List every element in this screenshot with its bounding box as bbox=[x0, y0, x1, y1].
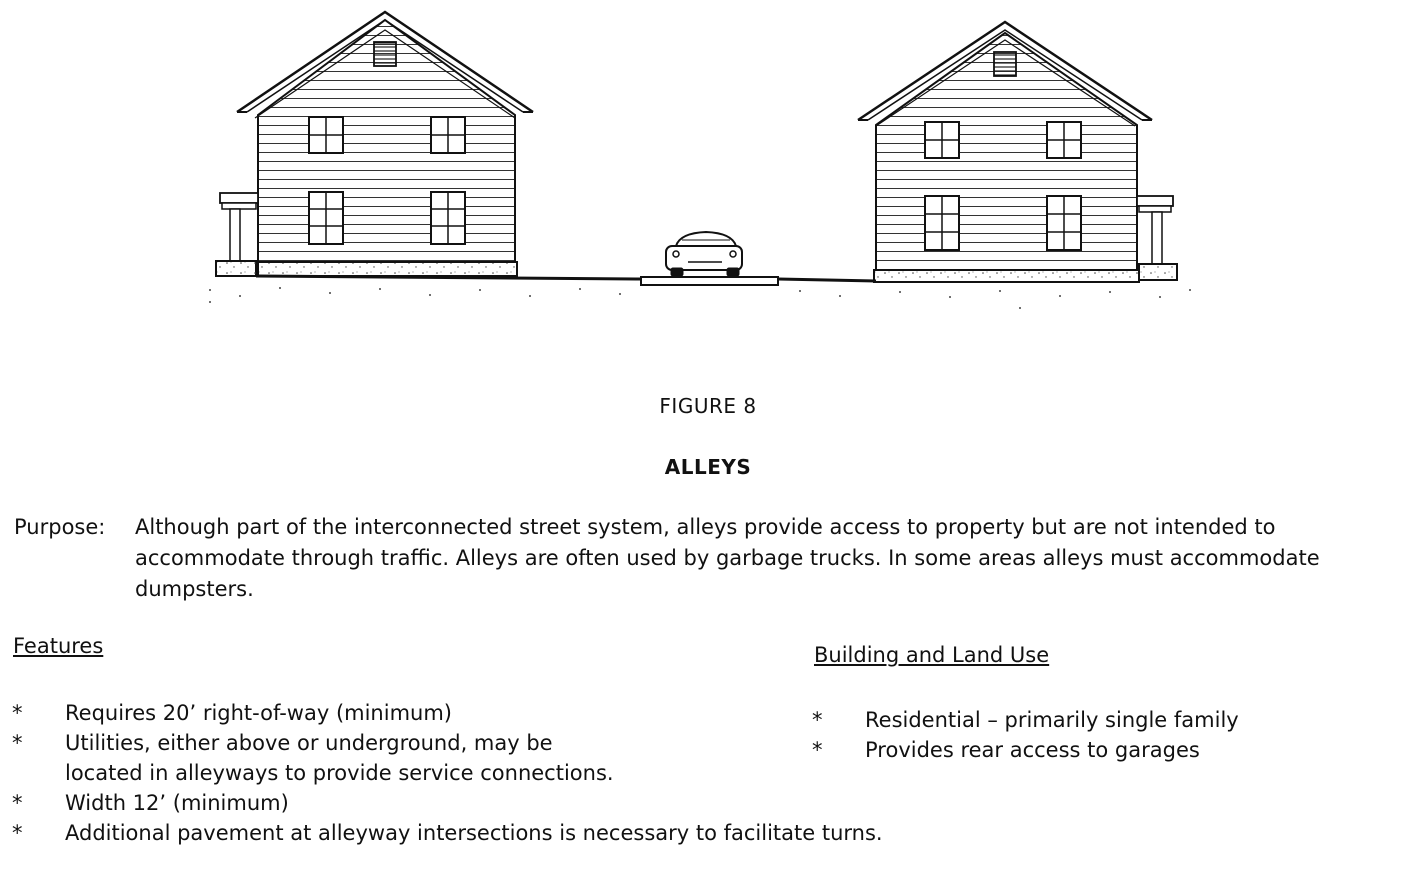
left-house bbox=[216, 12, 533, 276]
car bbox=[666, 232, 742, 276]
purpose-label: Purpose: bbox=[14, 515, 106, 539]
figure-title: ALLEYS bbox=[664, 455, 752, 479]
bullet-star: * bbox=[812, 708, 823, 732]
right-house bbox=[858, 22, 1177, 282]
land-use-text: Residential – primarily single family bbox=[865, 708, 1239, 732]
bullet-star: * bbox=[12, 791, 23, 815]
list-item bbox=[812, 705, 1372, 735]
building-land-use-list bbox=[812, 705, 1372, 765]
list-item bbox=[12, 728, 625, 788]
figure-label: FIGURE 8 bbox=[659, 394, 757, 418]
bullet-star: * bbox=[12, 731, 23, 755]
land-use-text: Provides rear access to garages bbox=[865, 738, 1200, 762]
bullet-star: * bbox=[12, 701, 23, 725]
alley-illustration bbox=[0, 0, 1416, 330]
building-land-use-heading: Building and Land Use bbox=[814, 643, 1050, 667]
list-item bbox=[12, 788, 1012, 818]
bullet-star: * bbox=[12, 821, 23, 845]
feature-text: Utilities, either above or underground, may be located in alleyways to provide service connections. bbox=[65, 731, 614, 785]
feature-text: Requires 20’ right-of-way (minimum) bbox=[65, 701, 452, 725]
list-item bbox=[12, 818, 1012, 848]
purpose-text: Although part of the interconnected street system, alleys provide access to property but are not intended to accommodate through traffic. Alleys are often used by garbage trucks. In some areas alleys must accommodate dumpsters. bbox=[135, 515, 1320, 601]
features-heading: Features bbox=[13, 634, 104, 658]
feature-text: Width 12’ (minimum) bbox=[65, 791, 289, 815]
list-item bbox=[812, 735, 1372, 765]
bullet-star: * bbox=[812, 738, 823, 762]
feature-text: Additional pavement at alleyway intersections is necessary to facilitate turns. bbox=[65, 821, 883, 845]
